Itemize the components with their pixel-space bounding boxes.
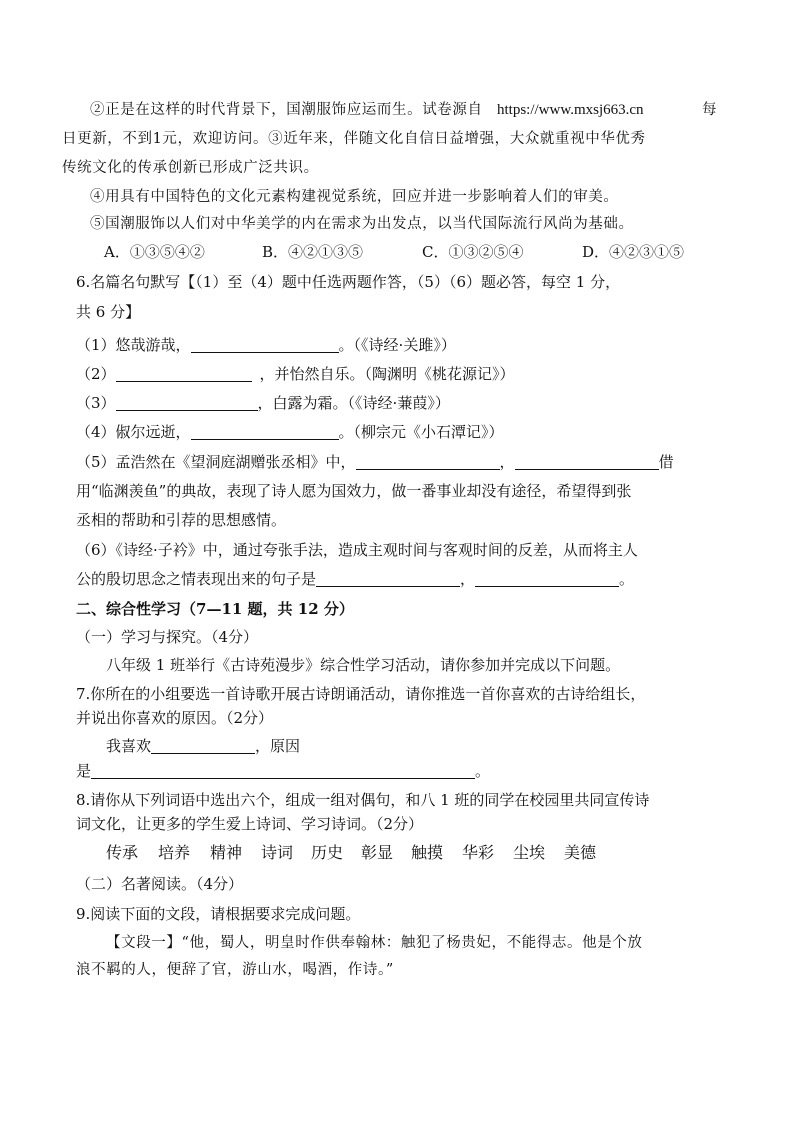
q6-item-6-comma: ， — [460, 570, 476, 588]
q7-text: 7.你所在的小组要选一首诗歌开展古诗朗诵活动，请你推选一首你喜欢的古诗给组长， — [76, 685, 646, 703]
q6-item-1-blank[interactable] — [191, 337, 339, 353]
q6-item-5-text-b: 用“临渊羡鱼”的典故，表现了诗人愿为国效力，做一番事业却没有途径，希望得到张 — [76, 482, 632, 500]
q6-item-5-comma: ， — [499, 453, 515, 471]
q5-option-b[interactable]: B．④②①③⑤ — [262, 243, 364, 261]
word-item: 诗词 — [261, 843, 294, 862]
q8-text-b: 词文化，让更多的学生爱上诗词、学习诗词。（2分） — [76, 815, 424, 833]
source-url[interactable]: https://www.mxsj663.cn — [497, 102, 644, 118]
word-item: 彰显 — [361, 843, 394, 862]
q6-item-5-prefix: （5）孟浩然在《望洞庭湖赠张丞相》中， — [76, 453, 356, 471]
q7-period: 。 — [475, 762, 491, 780]
q7-reason-label: ，原因 — [255, 737, 301, 755]
word-item: 美德 — [564, 843, 597, 862]
word-item: 培养 — [158, 843, 191, 862]
q5-sentence-5-text: ⑤国潮服饰以人们对中华美学的内在需求为出发点，以当代国际流行风尚为基础。 — [90, 216, 634, 232]
q6-item-3-source: ，白露为霜。（《诗经·蒹葭》） — [257, 394, 450, 412]
word-item: 尘埃 — [513, 843, 546, 862]
section-2-title-text: 二、综合性学习（7—11 题，共 12 分） — [76, 600, 354, 618]
q6-item-2-blank[interactable] — [116, 366, 252, 382]
q6-item-2-prefix: （2） — [76, 365, 116, 383]
q6-item-4-source: 。（柳宗元《小石潭记》） — [338, 423, 504, 441]
q7-text-b: 并说出你喜欢的原因。（2分） — [76, 709, 274, 727]
passage-1-text: 【文段一】“他，蜀人，明皇时作供奉翰林：触犯了杨贵妃，不能得志。他是个放 — [106, 935, 643, 951]
word-item: 触摸 — [411, 843, 444, 862]
q6-item-5-text-c: 丞相的帮助和引荐的思想感情。 — [76, 511, 287, 529]
q6-item-3-prefix: （3） — [76, 394, 116, 412]
q6-item-5-blank-2[interactable] — [515, 454, 659, 470]
q7-like-label: 我喜欢 — [106, 737, 152, 755]
q5-option-a[interactable]: A．①③⑤④② — [104, 243, 205, 261]
q6-item-6-period: 。 — [619, 570, 635, 588]
q6-item-2-source: ，并怡然自乐。（陶渊明《桃花源记》） — [259, 365, 515, 383]
passage-1-text-b: 浪不羁的人，便辞了官，游山水，喝酒，作诗。” — [76, 962, 394, 978]
q9-title-text: 9.阅读下面的文段，请根据要求完成问题。 — [76, 905, 361, 923]
q5-sentence-2-text: ②正是在这样的时代背景下，国潮服饰应运而生。试卷源自 — [90, 102, 483, 118]
q6-item-4-blank[interactable] — [191, 424, 339, 440]
q6-title-text-b: 共 6 分】 — [76, 303, 141, 321]
word-item: 历史 — [311, 843, 344, 862]
q5-sentence-4-text: ④用具有中国特色的文化元素构建视觉系统，回应并进一步影响着人们的审美。 — [90, 189, 619, 205]
q7-poem-blank[interactable] — [151, 738, 255, 754]
q7-is-label: 是 — [76, 762, 92, 780]
word-item: 精神 — [210, 843, 243, 862]
word-item: 传承 — [106, 843, 139, 862]
q6-item-4-prefix: （4）俶尔远逝， — [76, 423, 191, 441]
q6-item-5-suffix: 借 — [658, 453, 674, 471]
q5-option-d[interactable]: D．④②③①⑤ — [582, 243, 685, 261]
q6-item-3-blank[interactable] — [116, 395, 258, 411]
q5-sentence-3-text: 传统文化的传承创新已形成广泛共识。 — [62, 160, 319, 176]
q6-item-6-text: （6）《诗经·子衿》中，通过夸张手法，造成主观时间与客观时间的反差，从而将主人 — [76, 541, 638, 559]
q5-option-c[interactable]: C．①③②⑤④ — [422, 243, 524, 261]
q6-title-text: 6.名篇名句默写【（1）至（4）题中任选两题作答，（5）（6）题必答，每空 1 分， — [76, 273, 621, 291]
activity-intro-text: 八年级 1 班举行《古诗苑漫步》综合性学习活动，请你参加并完成以下问题。 — [106, 656, 621, 674]
q5-sentence-2-text-b: 日更新，不到1元，欢迎访问。③近年来，伴随文化自信日益增强，大众就重视中华优秀 — [62, 131, 646, 147]
word-item: 华彩 — [462, 843, 495, 862]
q6-item-6-prefix: 公的殷切思念之情表现出来的句子是 — [76, 570, 317, 588]
q6-item-1-prefix: （1）悠哉游哉， — [76, 336, 191, 354]
subsection-1-title-text: （一）学习与探究。（4分） — [76, 628, 259, 646]
q5-sentence-2-tail: 每 — [702, 102, 718, 118]
q7-reason-blank[interactable] — [91, 763, 475, 779]
q6-item-6-blank-1[interactable] — [316, 571, 460, 587]
q6-item-6-blank-2[interactable] — [475, 571, 619, 587]
q6-item-1-source: 。（《诗经·关雎》） — [338, 336, 456, 354]
q6-item-5-blank-1[interactable] — [356, 454, 500, 470]
q8-text: 8.请你从下列词语中选出六个，组成一组对偶句，和八 1 班的同学在校园里共同宣传诗 — [76, 791, 650, 809]
subsection-2-title-text: （二）名著阅读。（4分） — [76, 875, 244, 893]
